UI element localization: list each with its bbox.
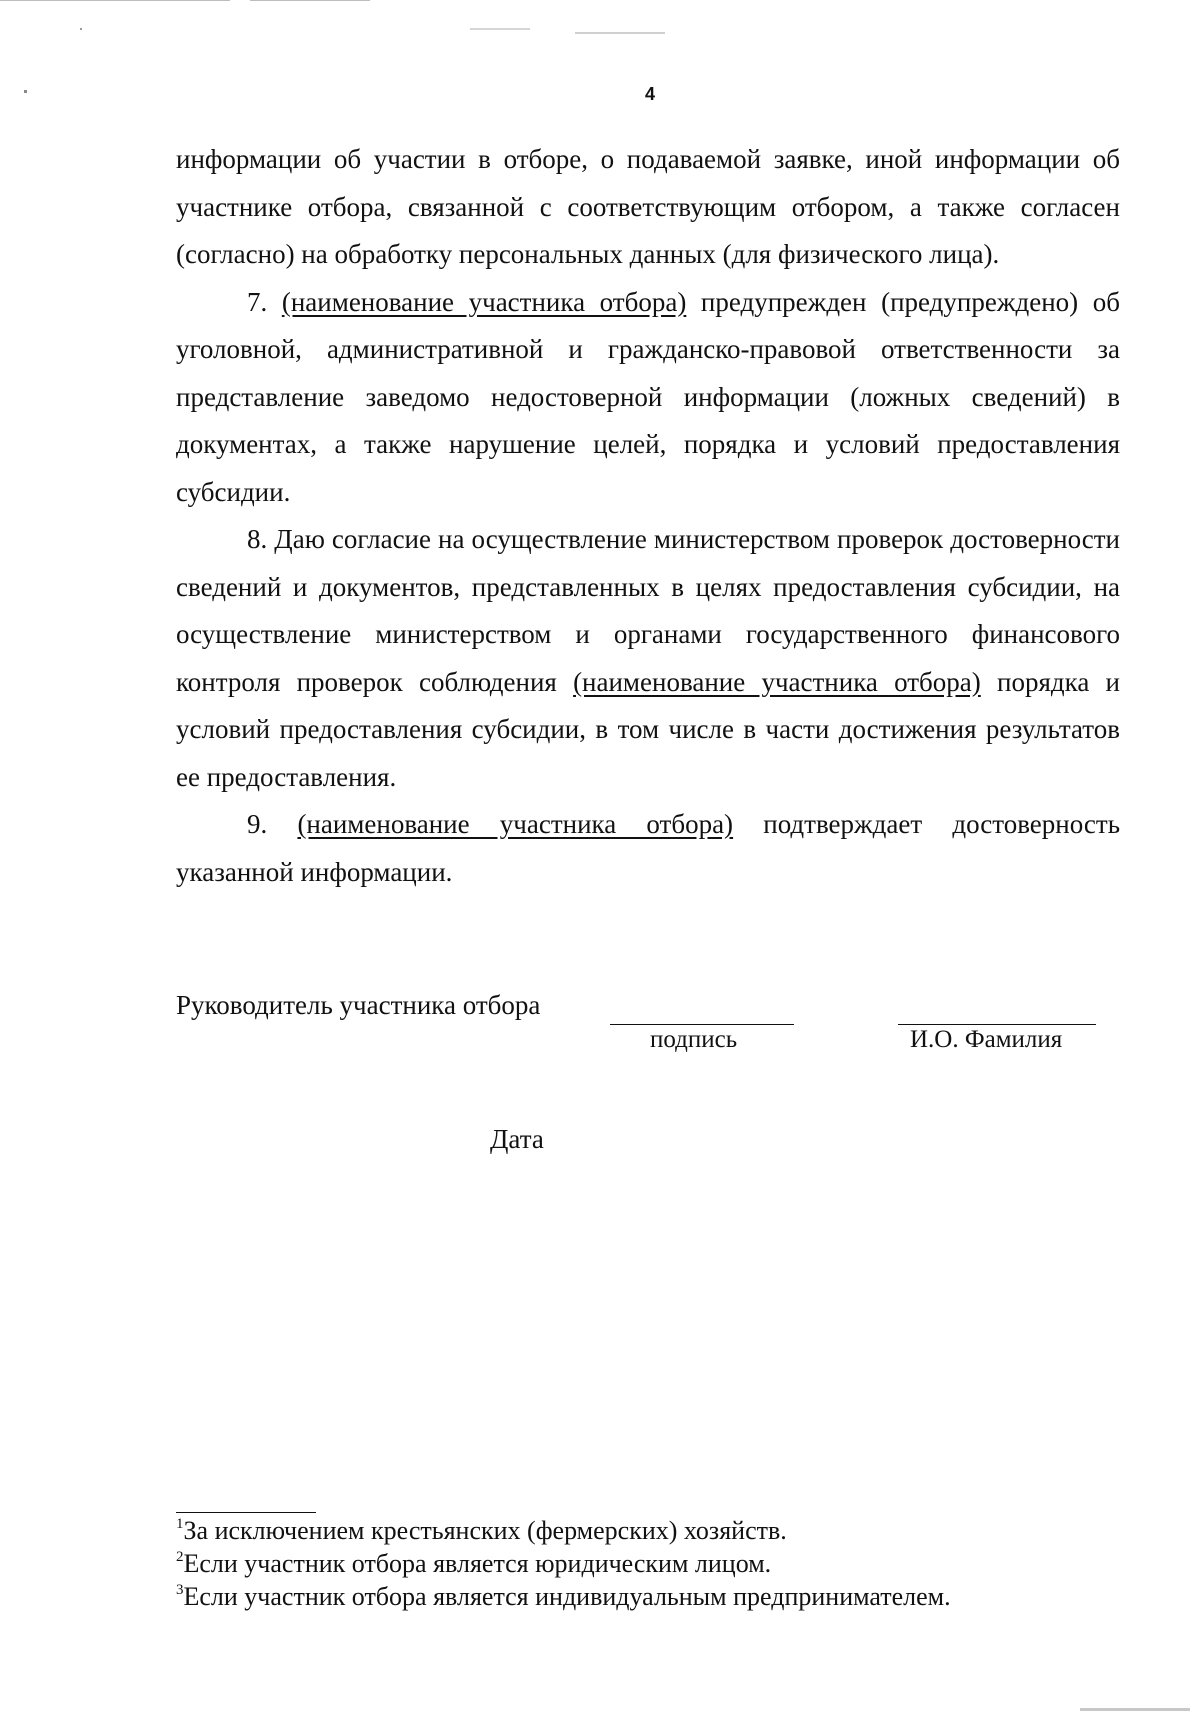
signature-caption: подпись: [650, 1026, 738, 1053]
scan-mark-top-left: [0, 0, 230, 1]
item-8-paragraph: [176, 516, 1120, 801]
footnote-3-text: Если участник отбора является индивидуальным предпринимателем.: [183, 1582, 951, 1611]
signature-block: [176, 990, 1120, 1070]
page-number: 4: [644, 84, 655, 104]
item-9-placeholder: (наименование участника отбора): [297, 809, 734, 839]
item-9-text: подтверждает достоверность указанной информации.: [176, 809, 1121, 887]
item-7-paragraph: [176, 279, 1120, 517]
footnote-1-text: За исключением крестьянских (фермерских) хозяйств.: [183, 1516, 787, 1545]
document-body: [176, 136, 1120, 896]
footnote-separator: [176, 1512, 316, 1513]
footnote-2: [176, 1547, 1120, 1580]
footnote-1: [176, 1514, 1120, 1547]
footnote-1-marker: 1: [176, 1516, 184, 1532]
item-9-number: 9.: [247, 809, 298, 839]
item-7-placeholder: (наименование участника отбора): [281, 286, 687, 317]
scan-mark-dust-1: [470, 28, 530, 30]
footnote-3-marker: 3: [176, 1582, 184, 1598]
intro-paragraph: информации об участии в отборе, о подаваемой заявке, иной информации об участнике отбора, связанной с соответствующим отбором, а также согласен (согласно) на обработку персональных данных (для физического лица).: [176, 144, 1120, 269]
item-8-text-before: 8. Даю согласие на осуществление министерством проверок достоверности сведений и документов, представленных в целях предоставления субсидии, на осуществление министерством и органами государственного финансового контроля проверок соблюдения: [176, 524, 1120, 697]
scan-mark-dot-2: [80, 28, 82, 30]
scan-mark-bottom-right: [1080, 1708, 1190, 1711]
footnote-2-marker: 2: [176, 1549, 184, 1565]
date-label: Дата: [490, 1124, 544, 1154]
item-8-text-after: порядка и условий предоставления субсидии, в том числе в части достижения результатов ее предоставления.: [176, 666, 1120, 792]
item-7-text: предупрежден (предупреждено) об уголовной, административной и гражданско-правовой ответственности за представление заведомо недостоверной информации (ложных сведений) в документах, а также нарушение целей, порядка и условий предоставления субсидии.: [176, 286, 1120, 507]
footnote-3: [176, 1580, 1120, 1613]
name-line: [898, 1024, 1096, 1025]
name-caption: И.О. Фамилия: [910, 1026, 1063, 1053]
footnote-2-text: Если участник отбора является юридическим лицом.: [183, 1549, 772, 1578]
item-8-placeholder: (наименование участника отбора): [573, 666, 981, 697]
item-9-paragraph: [176, 801, 1120, 896]
scan-mark-top-center: [250, 0, 370, 1]
item-7-number: 7.: [247, 286, 282, 317]
signature-role-label: Руководитель участника отбора: [176, 990, 541, 1020]
signature-line: [610, 1024, 794, 1025]
scan-mark-dust-2: [575, 32, 665, 34]
footnotes: [176, 1514, 1120, 1613]
